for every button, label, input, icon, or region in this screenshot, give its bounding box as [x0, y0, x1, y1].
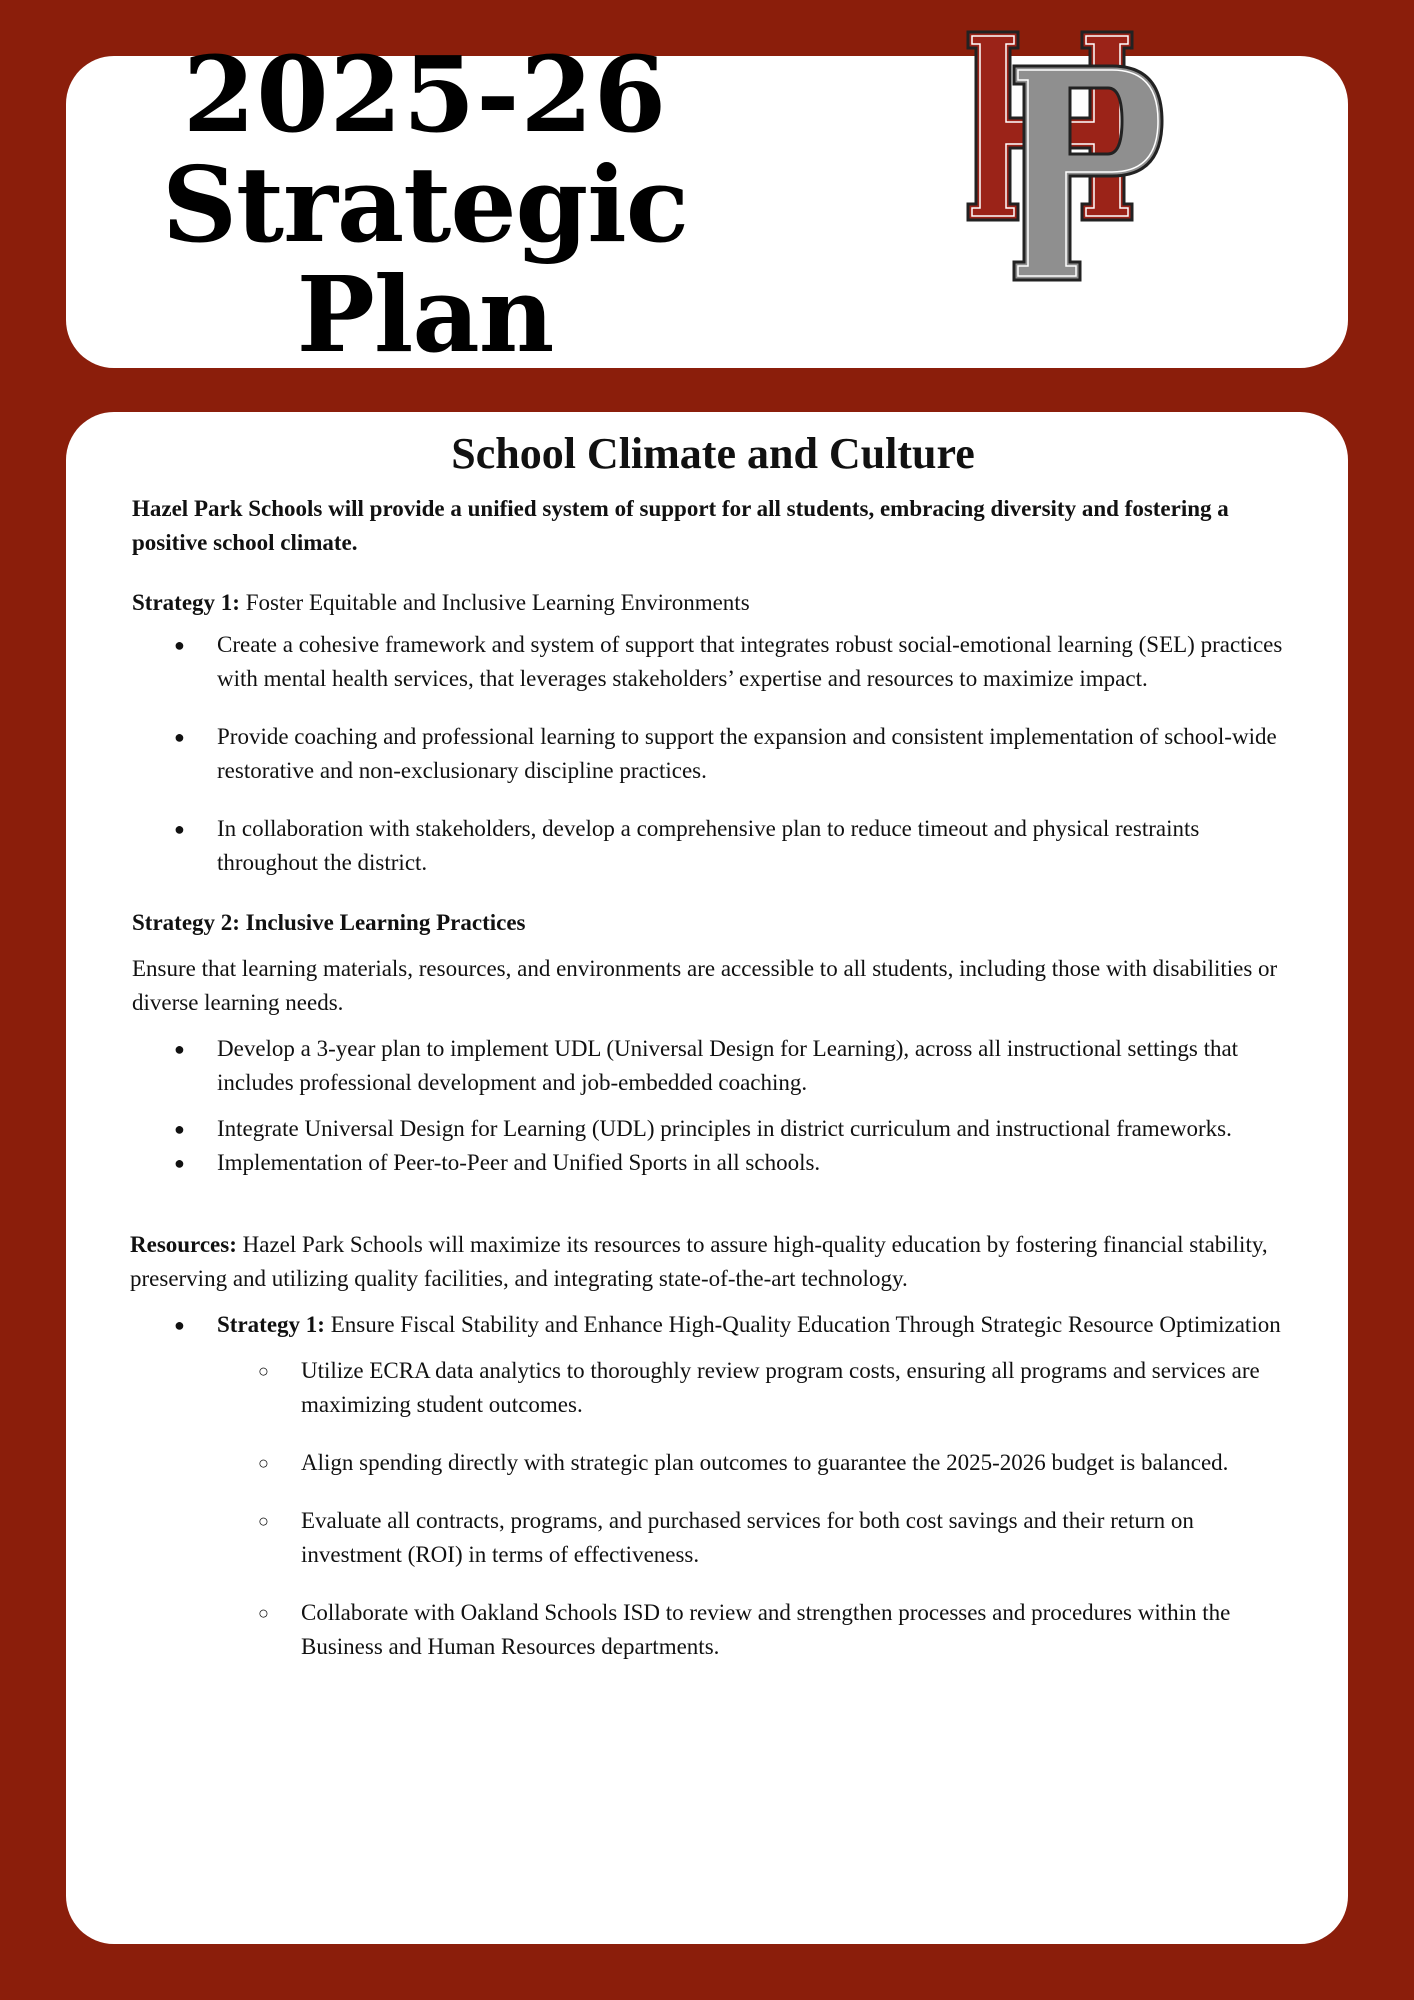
strategy2-description: Ensure that learning materials, resources, and environments are accessible to all students, including those with disabilities or diverse learning needs.	[132, 956, 1278, 1015]
page-title	[100, 33, 750, 376]
section-title: School Climate and Culture	[451, 429, 975, 478]
list-item: ● Implementation of Peer-to-Peer and Unified Sports in all schools.	[132, 1146, 1294, 1180]
strategy1-list	[132, 628, 1294, 880]
strategy1-title: Foster Equitable and Inclusive Learning Environments	[239, 590, 750, 615]
resources-text: Hazel Park Schools will maximize its resources to assure high-quality education by fostering financial stability, preserving and utilizing quality facilities, and integrating state-of-the-art technology.	[130, 1232, 1268, 1291]
list-item: ● Provide coaching and professional learning to support the expansion and consistent implementation of school-wide restorative and non-exclusionary discipline practices.	[132, 720, 1294, 788]
list-item: ● Integrate Universal Design for Learning (UDL) principles in district curriculum and instructional frameworks.	[132, 1112, 1294, 1146]
resources-statement	[130, 1228, 1294, 1296]
resources-list	[132, 1308, 1294, 1664]
goal-statement: Hazel Park Schools will provide a unified system of support for all students, embracing diversity and fostering a positive school climate.	[132, 496, 1229, 555]
list-item: ● Develop a 3-year plan to implement UDL (Universal Design for Learning), across all instructional settings that includes professional development and job-embedded coaching.	[132, 1032, 1294, 1100]
title-year: 2025-26	[182, 33, 668, 156]
list-item: ● In collaboration with stakeholders, develop a comprehensive plan to reduce timeout and physical restraints throughout the district.	[132, 812, 1294, 880]
resources-strategy-label: Strategy 1:	[217, 1312, 325, 1337]
resources-strategy	[132, 1308, 1294, 1342]
strategy1-label: Strategy 1:	[132, 590, 240, 615]
sub-list-item: ○ Align spending directly with strategic plan outcomes to guarantee the 2025-2026 budget is balanced.	[132, 1446, 1294, 1480]
strategy1-heading	[132, 586, 1294, 620]
content	[132, 420, 1294, 1664]
logo-p-shape	[1014, 66, 1162, 280]
resources-label: Resources:	[130, 1232, 237, 1257]
sub-list-item: ○ Evaluate all contracts, programs, and purchased services for both cost savings and their return on investment (ROI) in terms of effectiveness.	[132, 1504, 1294, 1572]
sub-list-item: ○ Collaborate with Oakland Schools ISD to review and strengthen processes and procedures within the Business and Human Resources departments.	[132, 1596, 1294, 1664]
strategy2-list	[132, 1032, 1294, 1180]
sub-list-item: ○ Utilize ECRA data analytics to thoroughly review program costs, ensuring all programs and services are maximizing student outcomes.	[132, 1354, 1294, 1422]
resources-strategy-title: Ensure Fiscal Stability and Enhance High-Quality Education Through Strategic Resource Optimization	[324, 1312, 1281, 1337]
list-item: ● Create a cohesive framework and system of support that integrates robust social-emotional learning (SEL) practices with mental health services, that leverages stakeholders’ expertise and resources to maximize impact.	[132, 628, 1294, 696]
strategy2-heading: Strategy 2: Inclusive Learning Practices	[132, 910, 526, 935]
title-text: Strategic Plan	[161, 143, 689, 376]
hp-logo	[962, 26, 1172, 288]
